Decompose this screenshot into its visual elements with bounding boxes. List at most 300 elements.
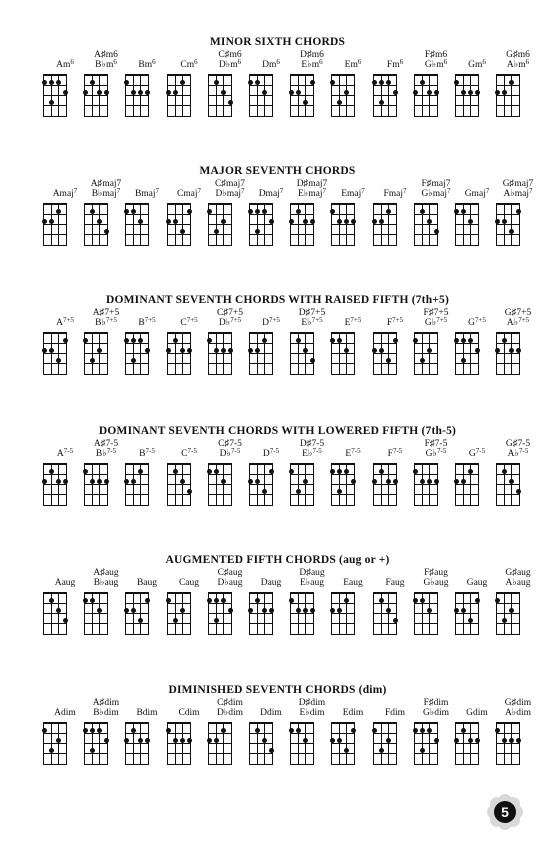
finger-dot — [509, 738, 514, 743]
chord-name — [486, 60, 550, 70]
fretboard-grid — [125, 722, 149, 765]
finger-dot — [393, 479, 398, 484]
finger-dot — [97, 728, 102, 733]
finger-dot — [289, 90, 294, 95]
chord-alt-name: F♯dim — [423, 698, 449, 708]
finger-dot — [166, 728, 171, 733]
chord-root: G♭ — [425, 449, 437, 459]
finger-dot — [337, 338, 342, 343]
finger-dot — [63, 90, 68, 95]
fretboard-grid — [331, 203, 355, 246]
finger-dot — [138, 219, 143, 224]
chord-alt-name: F♯7+5 — [423, 308, 449, 318]
fretboard-grid — [43, 74, 67, 117]
finger-dot — [145, 598, 150, 603]
finger-dot — [502, 738, 507, 743]
finger-dot — [434, 738, 439, 743]
finger-dot — [262, 338, 267, 343]
finger-dot — [49, 80, 54, 85]
finger-dot — [303, 219, 308, 224]
chord-extension: 7-5 — [519, 447, 529, 455]
chord-root: B♭ — [95, 318, 106, 328]
finger-dot — [461, 608, 466, 613]
chord-extension: 6 — [152, 58, 156, 66]
finger-dot — [180, 229, 185, 234]
finger-dot — [475, 90, 480, 95]
finger-dot — [413, 728, 418, 733]
finger-dot — [49, 469, 54, 474]
chord-root: Gmaj — [464, 189, 486, 199]
finger-dot — [372, 219, 377, 224]
fretboard-grid — [414, 463, 438, 506]
fretboard-grid — [414, 332, 438, 375]
finger-dot — [502, 90, 507, 95]
finger-dot — [90, 479, 95, 484]
finger-dot — [495, 728, 500, 733]
finger-dot — [42, 219, 47, 224]
finger-dot — [63, 618, 68, 623]
finger-dot — [351, 728, 356, 733]
chord-alt-name: C♯7+5 — [217, 308, 243, 318]
chord-extension: 6 — [443, 58, 448, 66]
finger-dot — [131, 358, 136, 363]
finger-dot — [262, 90, 267, 95]
finger-dot — [379, 348, 384, 353]
chord-alt-name: D♯m6 — [300, 50, 324, 60]
chord-root: A — [56, 449, 64, 459]
finger-dot — [255, 479, 260, 484]
finger-dot — [214, 229, 219, 234]
finger-dot — [90, 358, 95, 363]
chord-root: Fmaj — [383, 189, 404, 199]
chord-extension: 7-5 — [63, 447, 74, 455]
fretboard-grid — [331, 463, 355, 506]
fretboard-grid — [290, 592, 314, 635]
chord-root: E♭ — [301, 318, 312, 328]
chord-root: A♭maj — [503, 189, 530, 199]
finger-dot — [269, 748, 274, 753]
chord-extension: 7 — [241, 187, 245, 195]
chord-extension: 7-5 — [187, 447, 197, 455]
finger-dot — [90, 748, 95, 753]
finger-dot — [296, 90, 301, 95]
finger-dot — [221, 598, 226, 603]
chord-root: B♭dim — [93, 708, 119, 718]
chord-alt-name: C♯aug — [217, 568, 243, 578]
fretboard-grid — [208, 722, 232, 765]
finger-dot — [42, 348, 47, 353]
finger-dot — [344, 348, 349, 353]
fretboard-grid — [84, 463, 108, 506]
chord-root: Dm — [262, 60, 277, 70]
finger-dot — [97, 479, 102, 484]
chord-root: A♭aug — [505, 578, 531, 588]
finger-dot — [434, 479, 439, 484]
chord-extension: 6 — [319, 58, 323, 66]
chord-extension: 7 — [73, 187, 78, 195]
finger-dot — [248, 209, 253, 214]
fretboard-grid — [84, 203, 108, 246]
chord-root: Baug — [136, 578, 158, 588]
chord-alt-name: A♯7-5 — [93, 439, 119, 449]
chord-extension: 7 — [485, 187, 490, 195]
fretboard-grid — [331, 74, 355, 117]
chord-root: E — [345, 449, 352, 459]
fretboard-grid — [84, 722, 108, 765]
finger-dot — [42, 479, 47, 484]
finger-dot — [187, 209, 192, 214]
finger-dot — [83, 728, 88, 733]
fretboard-grid — [496, 74, 520, 117]
chord-root: Fdim — [384, 708, 406, 718]
finger-dot — [434, 229, 439, 234]
finger-dot — [502, 469, 507, 474]
chord-extension: 7+5 — [350, 316, 362, 324]
chord-alt-name: D♯dim — [298, 698, 326, 708]
finger-dot — [56, 479, 61, 484]
chord-root: A♭dim — [504, 708, 532, 718]
chord-extension: 7+5 — [436, 316, 448, 324]
fretboard-grid — [167, 74, 191, 117]
finger-dot — [269, 608, 274, 613]
fretboard-grid — [249, 203, 273, 246]
finger-dot — [379, 469, 384, 474]
finger-dot — [207, 338, 212, 343]
finger-dot — [124, 209, 129, 214]
finger-dot — [372, 728, 377, 733]
fretboard-grid — [455, 203, 479, 246]
finger-dot — [187, 489, 192, 494]
fretboard-grid — [43, 463, 67, 506]
finger-dot — [502, 338, 507, 343]
chord-root: Bm — [138, 60, 153, 70]
finger-dot — [379, 219, 384, 224]
fretboard-grid — [167, 592, 191, 635]
finger-dot — [516, 209, 521, 214]
fretboard-grid — [496, 203, 520, 246]
finger-dot — [310, 80, 315, 85]
finger-dot — [413, 90, 418, 95]
finger-dot — [330, 338, 335, 343]
finger-dot — [180, 479, 185, 484]
finger-dot — [42, 80, 47, 85]
fretboard-grid — [414, 74, 438, 117]
chord-alt-name: A♯dim — [92, 698, 120, 708]
chord-root: Dmaj — [258, 189, 280, 199]
fretboard-grid — [455, 463, 479, 506]
finger-dot — [296, 608, 301, 613]
finger-dot — [248, 479, 253, 484]
finger-dot — [173, 219, 178, 224]
fretboard-grid — [290, 463, 314, 506]
finger-dot — [468, 469, 473, 474]
finger-dot — [56, 80, 61, 85]
finger-dot — [516, 348, 521, 353]
finger-dot — [49, 598, 54, 603]
finger-dot — [124, 80, 129, 85]
chord-extension: 7-5 — [269, 447, 280, 455]
finger-dot — [420, 728, 425, 733]
finger-dot — [303, 738, 308, 743]
finger-dot — [228, 608, 233, 613]
finger-dot — [303, 348, 308, 353]
chord-extension: 7+5 — [392, 316, 404, 324]
finger-dot — [420, 358, 425, 363]
chord-alt-name: F♯aug — [424, 568, 448, 578]
fretboard-grid — [249, 74, 273, 117]
finger-dot — [83, 598, 88, 603]
finger-dot — [228, 348, 233, 353]
chord-alt-name: G♯aug — [505, 568, 531, 578]
chord-extension: 7 — [403, 187, 407, 195]
finger-dot — [393, 618, 398, 623]
fretboard-grid — [496, 592, 520, 635]
chord-label — [486, 179, 550, 199]
finger-dot — [509, 80, 514, 85]
chord-extension: 7-5 — [106, 447, 117, 455]
fretboard-grid — [249, 592, 273, 635]
fretboard-grid — [167, 332, 191, 375]
finger-dot — [379, 748, 384, 753]
finger-dot — [180, 80, 185, 85]
finger-dot — [262, 608, 267, 613]
chord-alt-name: D♯7+5 — [298, 308, 326, 318]
fretboard-grid — [208, 332, 232, 375]
fretboard-grid — [43, 203, 67, 246]
finger-dot — [180, 608, 185, 613]
chord-root: Cmaj — [176, 189, 198, 199]
finger-dot — [344, 598, 349, 603]
fretboard-grid — [125, 74, 149, 117]
finger-dot — [138, 469, 143, 474]
finger-dot — [221, 90, 226, 95]
finger-dot — [97, 608, 102, 613]
chord-root: B♭aug — [93, 578, 119, 588]
fretboard-grid — [249, 463, 273, 506]
chord-root: E♭dim — [299, 708, 325, 718]
chord-alt-name: D♯maj7 — [296, 179, 328, 189]
chord-name — [486, 708, 550, 718]
finger-dot — [255, 229, 260, 234]
chord-extension: 7 — [529, 187, 533, 195]
chord-root: G♭m — [424, 60, 444, 70]
finger-dot — [166, 90, 171, 95]
finger-dot — [262, 489, 267, 494]
finger-dot — [351, 479, 356, 484]
fretboard-grid — [208, 74, 232, 117]
chord-root: D — [262, 449, 270, 459]
finger-dot — [344, 90, 349, 95]
finger-dot — [461, 479, 466, 484]
finger-dot — [386, 479, 391, 484]
finger-dot — [104, 229, 109, 234]
finger-dot — [131, 338, 136, 343]
finger-dot — [221, 219, 226, 224]
finger-dot — [97, 348, 102, 353]
chord-extension: 7-5 — [437, 447, 447, 455]
finger-dot — [337, 219, 342, 224]
finger-dot — [49, 100, 54, 105]
chord-root: C — [181, 449, 188, 459]
chord-alt-name: C♯dim — [217, 698, 243, 708]
finger-dot — [173, 738, 178, 743]
fretboard-grid — [167, 722, 191, 765]
fretboard-grid — [414, 592, 438, 635]
fretboard-grid — [43, 332, 67, 375]
fretboard-grid — [331, 722, 355, 765]
finger-dot — [303, 100, 308, 105]
chord-name — [486, 578, 550, 588]
chord-root: D — [262, 318, 269, 328]
finger-dot — [461, 90, 466, 95]
finger-dot — [207, 209, 212, 214]
finger-dot — [420, 209, 425, 214]
chord-extension: 7+5 — [268, 316, 280, 324]
chord-root: Gdim — [466, 708, 488, 718]
chord-extension: 7 — [279, 187, 284, 195]
finger-dot — [509, 229, 514, 234]
chord-extension: 7-5 — [392, 447, 403, 455]
chord-extension: 7 — [116, 187, 121, 195]
fretboard-grid — [125, 463, 149, 506]
chord-alt-name: F♯7-5 — [424, 439, 448, 449]
finger-dot — [131, 608, 136, 613]
chord-root: D♭dim — [216, 708, 244, 718]
chord-root: A♭ — [506, 318, 519, 328]
finger-dot — [330, 209, 335, 214]
finger-dot — [461, 358, 466, 363]
finger-dot — [207, 738, 212, 743]
chord-extension: 7+5 — [105, 316, 117, 324]
finger-dot — [221, 348, 226, 353]
fretboard-grid — [331, 332, 355, 375]
chord-root: Adim — [54, 708, 76, 718]
fretboard-grid — [125, 203, 149, 246]
finger-dot — [393, 90, 398, 95]
chord-name — [486, 189, 550, 199]
chord-alt-name: C♯maj7 — [214, 179, 246, 189]
finger-dot — [420, 479, 425, 484]
finger-dot — [207, 598, 212, 603]
finger-dot — [386, 608, 391, 613]
chord-extension: 7 — [197, 187, 202, 195]
page-number-badge — [487, 794, 523, 830]
fretboard-grid — [290, 203, 314, 246]
chord-extension: 7+5 — [311, 316, 323, 324]
fretboard-grid — [373, 332, 397, 375]
finger-dot — [187, 348, 192, 353]
fretboard-grid — [496, 332, 520, 375]
finger-dot — [454, 608, 459, 613]
fretboard-grid — [290, 722, 314, 765]
finger-dot — [296, 338, 301, 343]
chord-alt-name: F♯maj7 — [421, 179, 451, 189]
finger-dot — [330, 80, 335, 85]
chord-extension: 7 — [322, 187, 327, 195]
chord-root: D♭ — [218, 318, 231, 328]
chord-root: Bmaj — [134, 189, 156, 199]
chord-root: Fm — [386, 60, 400, 70]
chord-extension: 7-5 — [312, 447, 322, 455]
chord-name — [486, 449, 550, 459]
chord-extension: 6 — [194, 58, 198, 66]
finger-dot — [248, 348, 253, 353]
finger-dot — [187, 738, 192, 743]
finger-dot — [330, 608, 335, 613]
chord-root: Amaj — [52, 189, 74, 199]
chord-root: B♭m — [95, 60, 114, 70]
chord-alt-name: D♯aug — [299, 568, 325, 578]
fretboard-grid — [84, 74, 108, 117]
finger-dot — [255, 598, 260, 603]
finger-dot — [131, 209, 136, 214]
finger-dot — [49, 348, 54, 353]
finger-dot — [138, 738, 143, 743]
finger-dot — [516, 738, 521, 743]
fretboard-grid — [43, 592, 67, 635]
finger-dot — [303, 479, 308, 484]
finger-dot — [90, 598, 95, 603]
finger-dot — [337, 489, 342, 494]
finger-dot — [330, 738, 335, 743]
finger-dot — [255, 348, 260, 353]
finger-dot — [296, 728, 301, 733]
finger-dot — [166, 348, 171, 353]
finger-dot — [124, 479, 129, 484]
chord-extension: 6 — [237, 58, 242, 66]
fretboard-grid — [373, 74, 397, 117]
finger-dot — [90, 209, 95, 214]
finger-dot — [255, 728, 260, 733]
finger-dot — [214, 738, 219, 743]
finger-dot — [475, 598, 480, 603]
finger-dot — [420, 80, 425, 85]
fretboard-grid — [249, 722, 273, 765]
fretboard-grid — [455, 74, 479, 117]
finger-dot — [516, 489, 521, 494]
section-title: AUGMENTED FIFTH CHORDS (aug or +) — [165, 554, 390, 566]
chord-root: D♭ — [219, 449, 231, 459]
chord-root: A — [56, 318, 63, 328]
chord-extension: 7-5 — [231, 447, 241, 455]
section-title: DOMINANT SEVENTH CHORDS WITH RAISED FIFTH (7th+5) — [105, 294, 450, 306]
chord-root: E♭ — [302, 449, 313, 459]
finger-dot — [427, 608, 432, 613]
chord-alt-name: C♯m6 — [218, 50, 242, 60]
finger-dot — [173, 618, 178, 623]
chord-label — [486, 698, 550, 718]
chord-root: B — [139, 449, 146, 459]
finger-dot — [214, 80, 219, 85]
finger-dot — [344, 469, 349, 474]
finger-dot — [495, 219, 500, 224]
finger-dot — [42, 728, 47, 733]
finger-dot — [454, 80, 459, 85]
finger-dot — [509, 348, 514, 353]
finger-dot — [337, 738, 342, 743]
finger-dot — [427, 728, 432, 733]
chord-extension: 7 — [447, 187, 451, 195]
finger-dot — [180, 738, 185, 743]
finger-dot — [49, 219, 54, 224]
fretboard-grid — [331, 592, 355, 635]
chord-extension: 6 — [399, 58, 404, 66]
chord-root: F — [386, 318, 393, 328]
chord-root: Bdim — [136, 708, 158, 718]
finger-dot — [124, 338, 129, 343]
chord-root: F — [387, 449, 393, 459]
finger-dot — [214, 348, 219, 353]
